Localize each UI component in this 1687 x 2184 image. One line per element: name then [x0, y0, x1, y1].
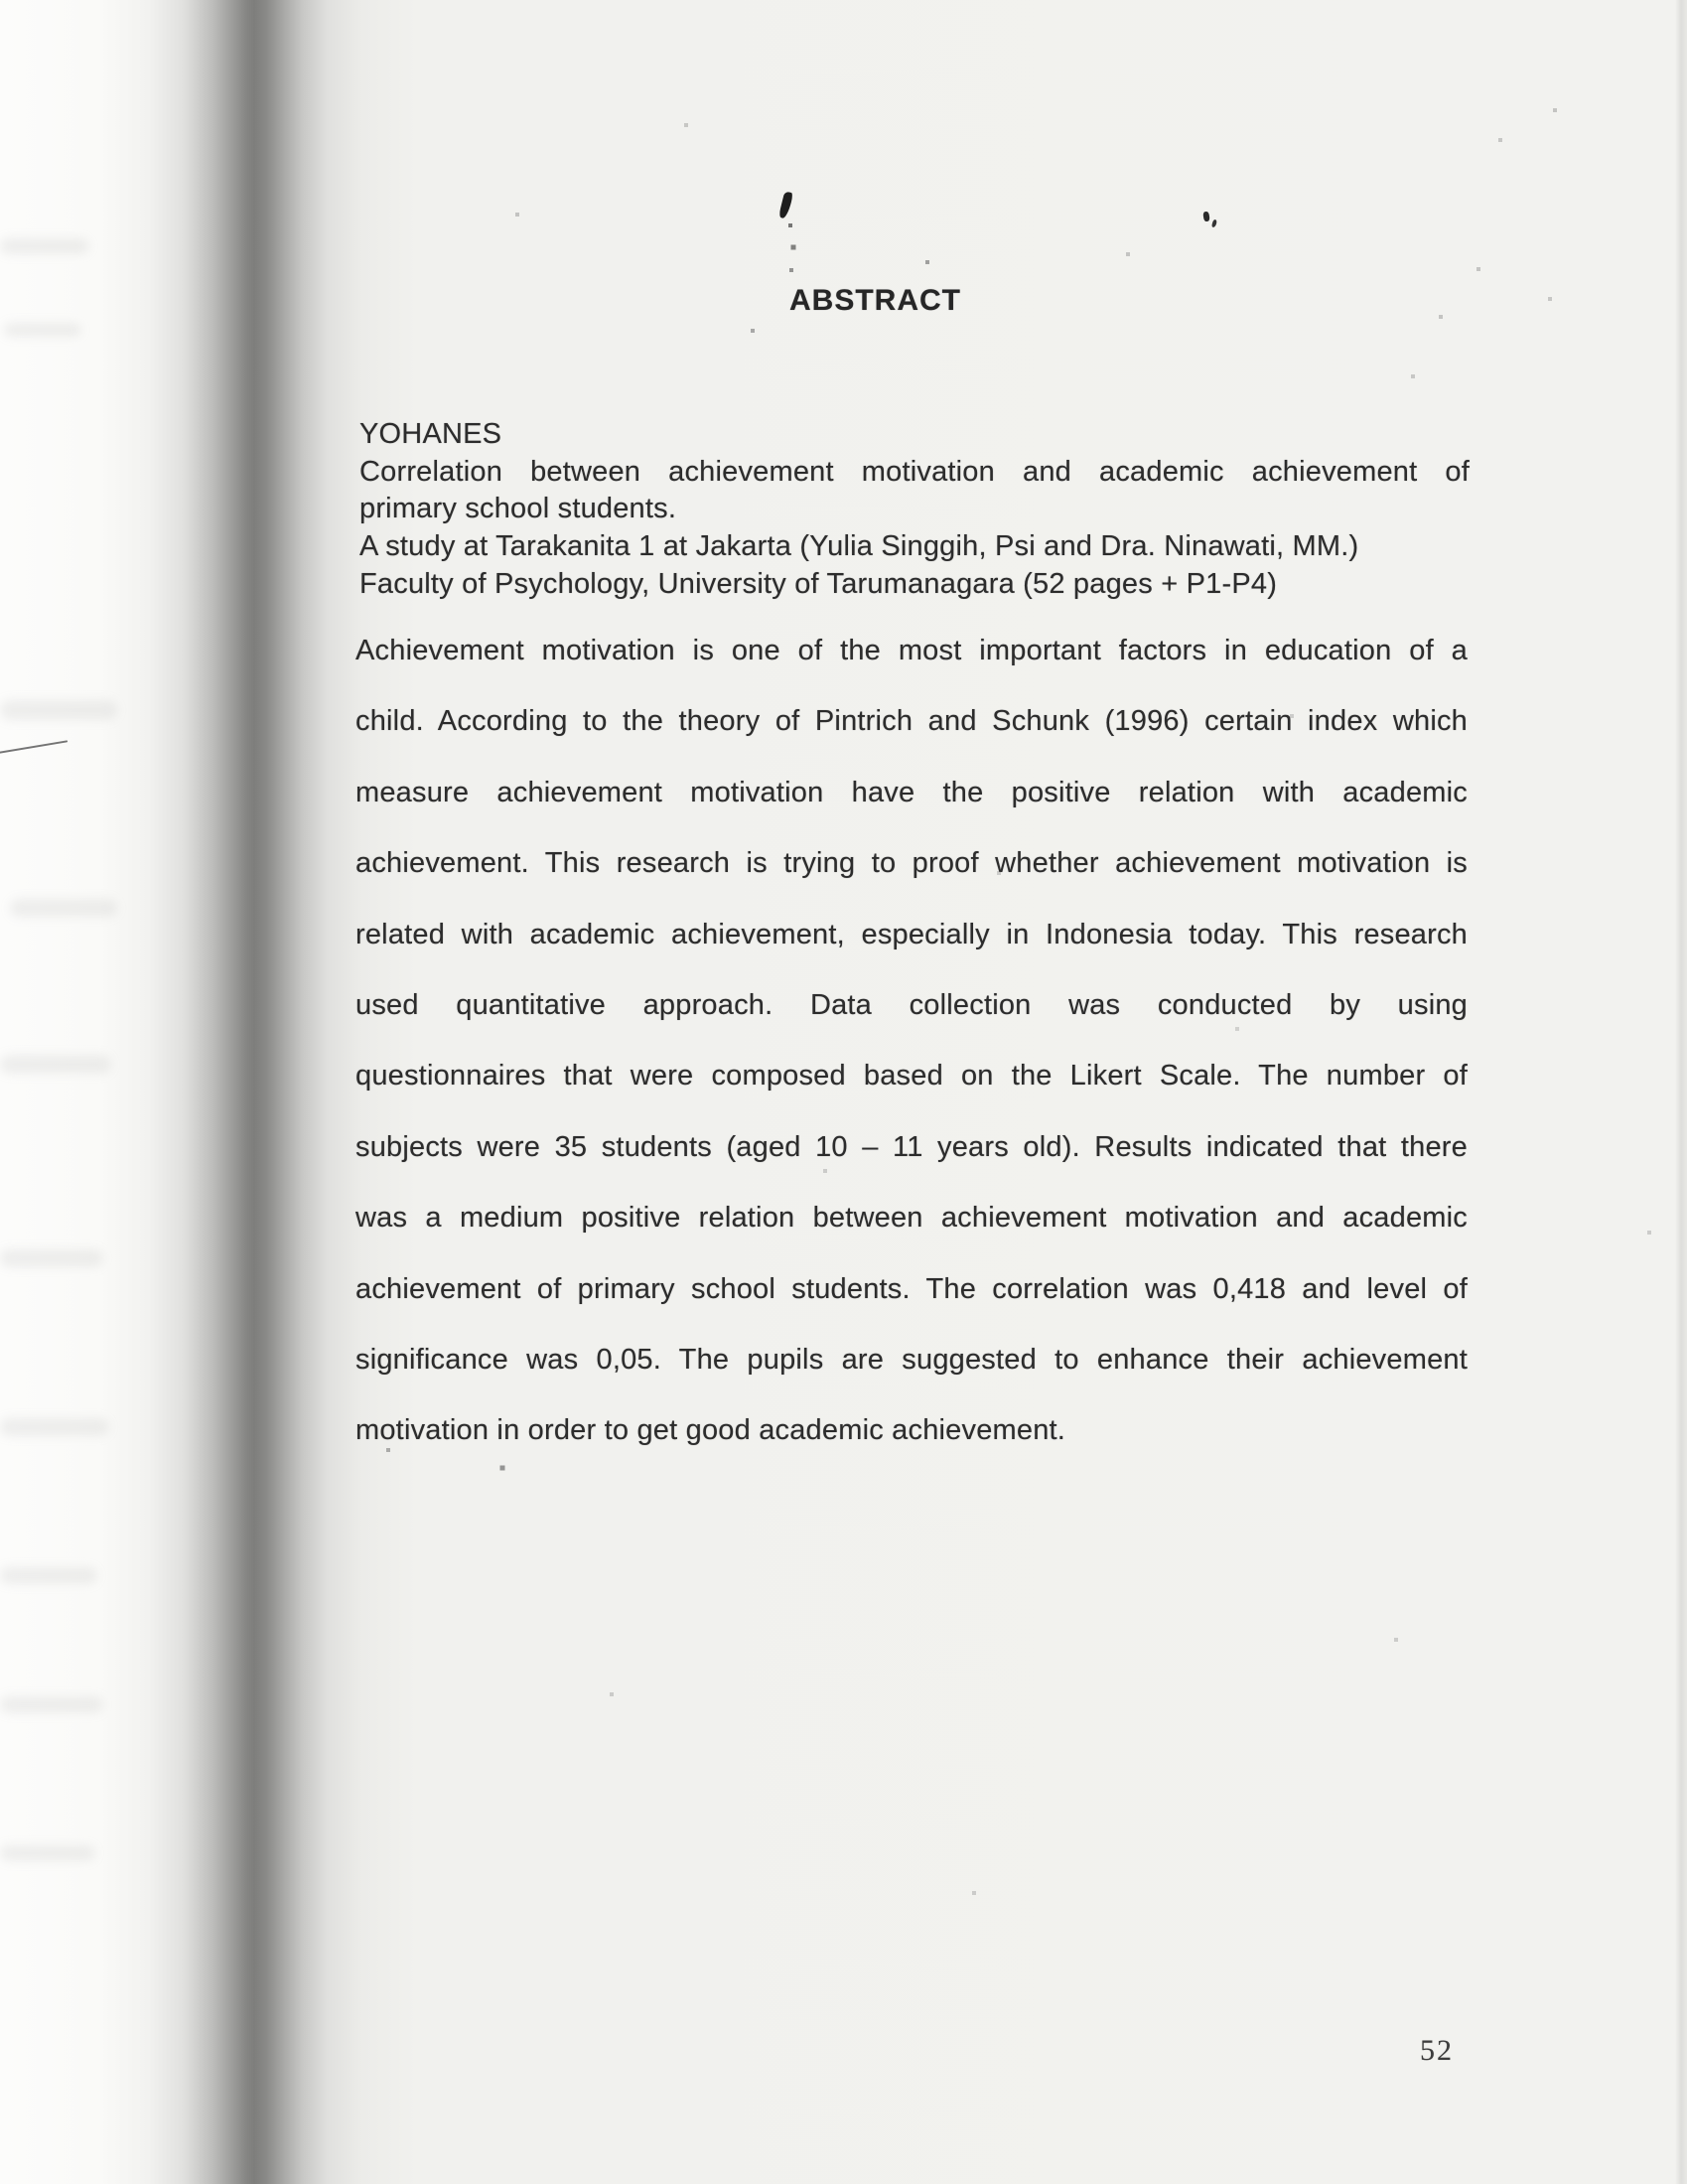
thesis-title-line-2: primary school students. [359, 493, 677, 525]
abstract-line: questionnaires that were composed based on the Likert Scale. The number of [355, 1060, 1468, 1092]
ink-mark [1202, 212, 1209, 222]
abstract-line: related with academic achievement, especially in Indonesia today. This research [355, 918, 1468, 950]
bleed-through-smudge [0, 1845, 95, 1861]
abstract-line: used quantitative approach. Data collection was conducted by using [355, 988, 1468, 1021]
abstract-line: significance was 0,05. The pupils are suggested to enhance their achievement [355, 1343, 1468, 1376]
abstract-line: was a medium positive relation between achievement motivation and academic [355, 1202, 1468, 1235]
scan-hairline-artifact [0, 740, 68, 754]
abstract-line: subjects were 35 students (aged 10 – 11 years old). Results indicated that there [355, 1130, 1468, 1163]
abstract-title: ABSTRACT [789, 284, 961, 317]
thesis-title-line-1: Correlation between achievement motivation and academic achievement of [359, 455, 1470, 488]
bleed-through-smudge [4, 323, 81, 337]
abstract-line: child. According to the theory of Pintrich and Schunk (1996) certain index which [355, 705, 1468, 738]
bleed-through-smudge [0, 1696, 103, 1713]
thesis-header [359, 416, 1470, 603]
abstract-paragraph [355, 616, 1468, 1467]
bleed-through-smudge [0, 1418, 109, 1436]
abstract-line: measure achievement motivation have the positive relation with academic [355, 776, 1468, 808]
abstract-line: achievement. This research is trying to proof whether achievement motivation is [355, 847, 1468, 880]
abstract-line: Achievement motivation is one of the most important factors in education of a [355, 635, 1468, 666]
abstract-line: achievement of primary school students. The correlation was 0,418 and level of [355, 1272, 1468, 1305]
page-number: 52 [1420, 2034, 1454, 2067]
paper-specks [0, 0, 2, 2]
bleed-through-smudge [0, 238, 89, 254]
bleed-through-smudge [0, 1249, 103, 1267]
author-name: YOHANES [359, 418, 502, 450]
study-info-line: A study at Tarakanita 1 at Jakarta (Yulia Singgih, Psi and Dra. Ninawati, MM.) [359, 530, 1359, 563]
bleed-through-smudge [0, 1055, 111, 1074]
ink-mark [1211, 219, 1217, 228]
abstract-line: motivation in order to get good academic achievement. [355, 1414, 1066, 1447]
bleed-through-smudge [10, 899, 117, 917]
ink-mark [778, 191, 793, 218]
faculty-info-line: Faculty of Psychology, University of Tarumanagara (52 pages + P1-P4) [359, 567, 1278, 600]
bleed-through-smudge [0, 700, 117, 720]
bleed-through-smudge [0, 1567, 97, 1584]
